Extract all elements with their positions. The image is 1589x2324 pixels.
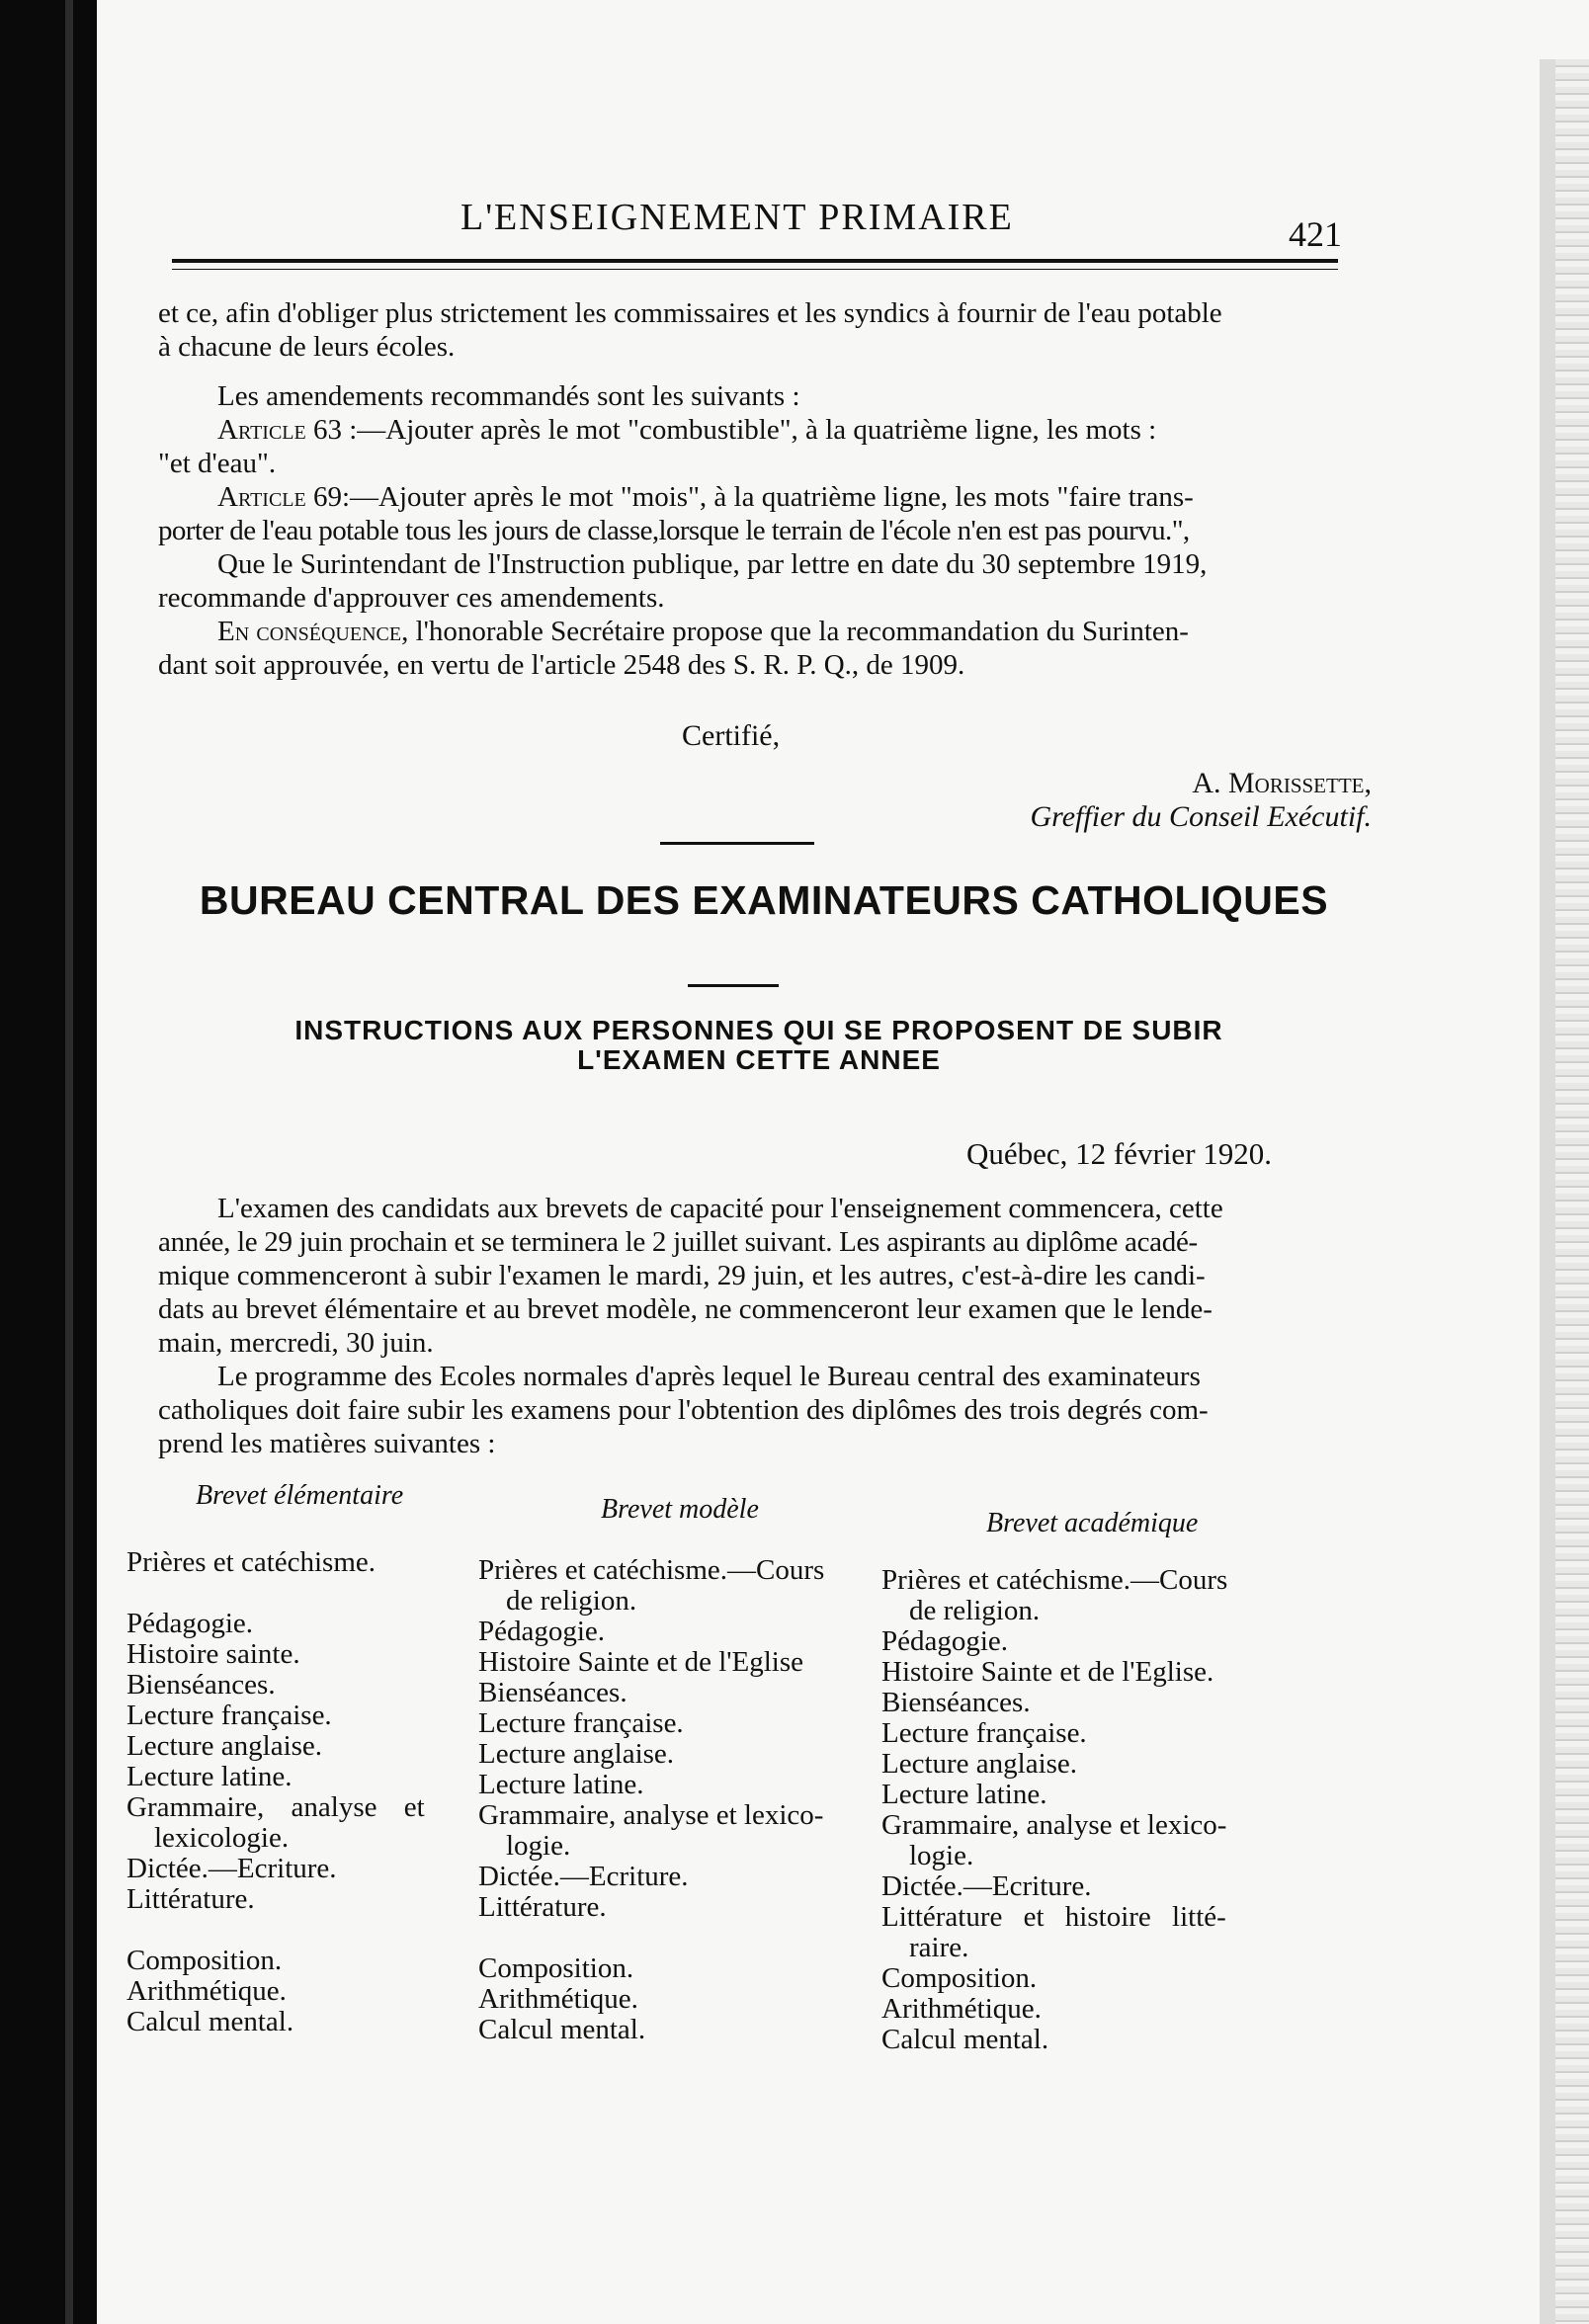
subject-item: Prières et catéchisme.—Cours (881, 1564, 1228, 1596)
stacked-page-edges (1555, 59, 1589, 2324)
subtitle-line: INSTRUCTIONS AUX PERSONNES QUI SE PROPOSENT DE SUBIR (294, 1015, 1223, 1045)
subject-item: Arithmétique. (881, 1993, 1042, 2025)
subject-item: Lecture latine. (126, 1761, 293, 1792)
text-line: l'honorable Secrétaire propose que la recommandation du Surinten- (415, 616, 1189, 647)
article-label: Article (217, 414, 306, 446)
subject-item: Histoire sainte. (126, 1638, 300, 1670)
article-label: Article (217, 481, 306, 513)
header-rule-thick (172, 259, 1338, 263)
subject-item: Dictée.—Ecriture. (478, 1861, 689, 1892)
subject-item-continued: de religion. (909, 1595, 1041, 1626)
minutes-paragraph-2 (158, 379, 1334, 413)
subject-item: Littérature. (126, 1883, 255, 1915)
subject-item-continued: logie. (909, 1840, 974, 1871)
instructions-heading (215, 1016, 1302, 1075)
subject-item: Lecture française. (478, 1707, 684, 1739)
text-line: 69:—Ajouter après le mot "mois", à la quatrième ligne, les mots "faire trans- (312, 481, 1194, 513)
instructions-paragraph-1 (158, 1192, 1344, 1360)
dateline: Québec, 12 février 1920. (966, 1136, 1273, 1171)
binding-edge (65, 0, 73, 2324)
subject-item: Lecture latine. (881, 1779, 1047, 1810)
instructions-paragraph-2 (158, 1360, 1344, 1460)
text-line: et ce, afin d'obliger plus strictement les commissaires et les syndics à fournir de l'eau potable (158, 297, 1222, 329)
text-line: "et d'eau". (158, 448, 277, 479)
certified-label: Certifié, (682, 719, 781, 752)
subject-item: Lecture anglaise. (881, 1748, 1078, 1780)
subject-item: Calcul mental. (126, 2006, 294, 2037)
subject-item: Grammaire, analyse et lexico- (478, 1799, 824, 1831)
column-heading-modele: Brevet modèle (601, 1494, 759, 1525)
text-line: Le programme des Ecoles normales d'après lequel le Bureau central des examinateurs (217, 1361, 1201, 1392)
running-title: L'ENSEIGNEMENT PRIMAIRE (460, 197, 1014, 238)
subject-item: Lecture française. (126, 1700, 332, 1731)
text-line: recommande d'approuver ces amendements. (158, 582, 665, 614)
subject-item-continued: de religion. (506, 1585, 637, 1617)
subject-item: Littérature et histoire litté- (881, 1901, 1226, 1933)
page-number: 421 (1289, 214, 1342, 254)
heading-divider (688, 984, 779, 987)
text-line: dant soit approuvée, en vertu de l'article 2548 des S. R. P. Q., de 1909. (158, 649, 965, 681)
minutes-paragraph-1 (158, 296, 1334, 364)
signature-block (957, 767, 1372, 834)
section-heading: BUREAU CENTRAL DES EXAMINATEURS CATHOLIQUES (199, 877, 1329, 923)
document-page (97, 0, 1540, 2324)
subtitle-line: L'EXAMEN CETTE ANNEE (577, 1044, 941, 1075)
header-rule-thin (172, 269, 1338, 270)
subject-item: Composition. (478, 1952, 634, 1984)
subject-item-continued: raire. (909, 1932, 969, 1963)
subject-item-continued: logie. (506, 1830, 571, 1862)
subject-item: Lecture anglaise. (478, 1738, 675, 1770)
signatory-role: Greffier du Conseil Exécutif. (1030, 800, 1372, 833)
subject-item: Pédagogie. (126, 1608, 254, 1639)
subject-item: Calcul mental. (881, 2024, 1049, 2055)
subject-item: Dictée.—Ecriture. (126, 1853, 337, 1884)
text-line: à chacune de leurs écoles. (158, 331, 456, 363)
minutes-paragraph-article-63 (158, 413, 1334, 480)
text-line: main, mercredi, 30 juin. (158, 1327, 434, 1359)
text-line: 63 :—Ajouter après le mot "combustible", à la quatrième ligne, les mots : (312, 414, 1157, 446)
running-header (97, 196, 1540, 255)
subject-item: Composition. (881, 1962, 1038, 1994)
subject-item: Bienséances. (478, 1677, 627, 1708)
text-line: porter de l'eau potable tous les jours de classe,lorsque le terrain de l'école n'en est pas pourvu.", (158, 515, 1190, 546)
text-line: dats au brevet élémentaire et au brevet modèle, ne commenceront leur examen que le lende- (158, 1293, 1213, 1325)
signatory-name: A. Morissette, (1192, 767, 1372, 799)
text-line: L'examen des candidats aux brevets de capacité pour l'enseignement commencera, cette (217, 1193, 1223, 1224)
minutes-paragraph-6 (158, 615, 1334, 682)
subject-item: Composition. (126, 1945, 283, 1976)
book-binding (0, 0, 97, 2324)
subject-item: Arithmétique. (126, 1975, 287, 2007)
minutes-paragraph-article-69 (158, 480, 1334, 547)
text-line: année, le 29 juin prochain et se terminera le 2 juillet suivant. Les aspirants au diplôme acadé- (158, 1226, 1198, 1258)
subject-item: Lecture anglaise. (126, 1730, 323, 1762)
subject-item: Arithmétique. (478, 1983, 638, 2015)
text-line: mique commenceront à subir l'examen le mardi, 29 juin, et les autres, c'est-à-dire les candi- (158, 1260, 1206, 1291)
subject-item: Histoire Sainte et de l'Eglise. (881, 1656, 1214, 1688)
column-heading-elementaire: Brevet élémentaire (196, 1480, 404, 1511)
subject-item: Pédagogie. (881, 1625, 1009, 1657)
subject-item: Dictée.—Ecriture. (881, 1870, 1092, 1902)
subject-item: Littérature. (478, 1891, 607, 1923)
text-line: Les amendements recommandés sont les suivants : (217, 380, 800, 412)
minutes-paragraph-5 (158, 547, 1334, 615)
text-line: prend les matières suivantes : (158, 1428, 496, 1459)
subject-item: Grammaire, analyse et lexico- (881, 1809, 1227, 1841)
column-heading-academique: Brevet académique (986, 1508, 1199, 1538)
section-divider (660, 842, 814, 845)
subject-item: Prières et catéchisme.—Cours (478, 1554, 825, 1586)
subject-item: Calcul mental. (478, 2014, 646, 2045)
subject-item: Histoire Sainte et de l'Eglise (478, 1646, 803, 1678)
subject-item: Lecture latine. (478, 1769, 644, 1800)
subject-item: Lecture française. (881, 1717, 1087, 1749)
subject-item: Prières et catéchisme. (126, 1546, 376, 1578)
subject-item: Pédagogie. (478, 1616, 606, 1647)
subject-item-continued: lexicologie. (154, 1822, 290, 1854)
consequence-label: En conséquence, (217, 616, 409, 647)
subject-item: Bienséances. (881, 1687, 1031, 1718)
subject-item: Grammaire, analyse et (126, 1791, 425, 1823)
text-line: catholiques doit faire subir les examens pour l'obtention des diplômes des trois degrés com- (158, 1394, 1209, 1426)
text-line: Que le Surintendant de l'Instruction publique, par lettre en date du 30 septembre 1919, (217, 548, 1208, 580)
subject-item: Bienséances. (126, 1669, 276, 1701)
page-edge-shadow (1540, 59, 1555, 2324)
